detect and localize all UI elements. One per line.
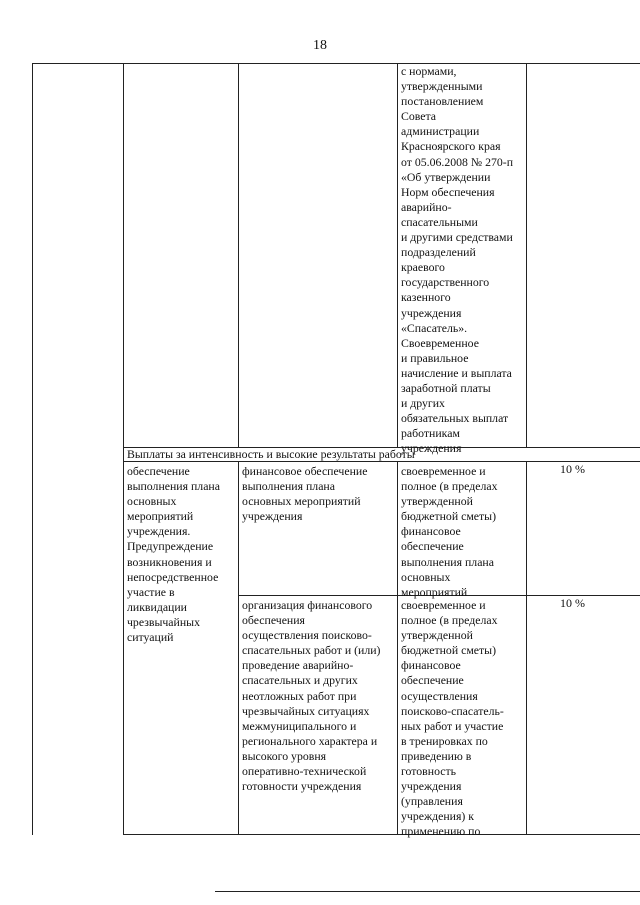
indicator-cell: финансовое обеспечение выполнения плана основных мероприятий учреждения bbox=[242, 464, 368, 524]
indicator-cell: организация финансового обеспечения осуществления поисково- спасательных работ и (или) проведение аварийно- спасательных и других неотложных работ при чрезвычайных ситуациях межмуниципального и регионального характера и высокого уровня оперативно-технической готовности учреждения bbox=[242, 598, 381, 794]
col-line-4-upper bbox=[397, 63, 398, 448]
criterion-cell: своевременное и полное (в пределах утвержденной бюджетной сметы) финансовое обеспечение выполнения плана основных мероприятий bbox=[401, 464, 498, 599]
footer-line bbox=[215, 891, 640, 892]
col-line-2 bbox=[123, 63, 124, 835]
table-bottom-border bbox=[123, 834, 640, 835]
section-header: Выплаты за интенсивность и высокие результаты работы bbox=[127, 447, 415, 461]
criterion-cell: своевременное и полное (в пределах утвержденной бюджетной сметы) финансовое обеспечение осуществления поисково-спасатель- ных работ и участие в тренировках по приведению в готовность учреждения (управления учреждения) к применению по bbox=[401, 598, 504, 839]
row-label: обеспечение выполнения плана основных мероприятий учреждения. Предупреждение возникновения и непосредственное участие в ликвидации чрезвычайных ситуаций bbox=[127, 464, 220, 645]
percent-cell: 10 % bbox=[560, 462, 585, 476]
percent-cell: 10 % bbox=[560, 596, 585, 610]
col-line-3-upper bbox=[238, 63, 239, 448]
page-number: 18 bbox=[313, 38, 327, 53]
col-line-1 bbox=[32, 63, 33, 835]
continuation-cell: с нормами, утвержденными постановлением Совета администрации Красноярского края от 05.06.2008 № 270-п «Об утверждении Норм обеспечения аварийно- спасательными и другими средствами подразделений краевого государственного казенного учреждения «Спасатель». Своевременное и правильное начисление и выплата заработной платы и других обязательных выплат работникам учреждения bbox=[401, 64, 514, 456]
